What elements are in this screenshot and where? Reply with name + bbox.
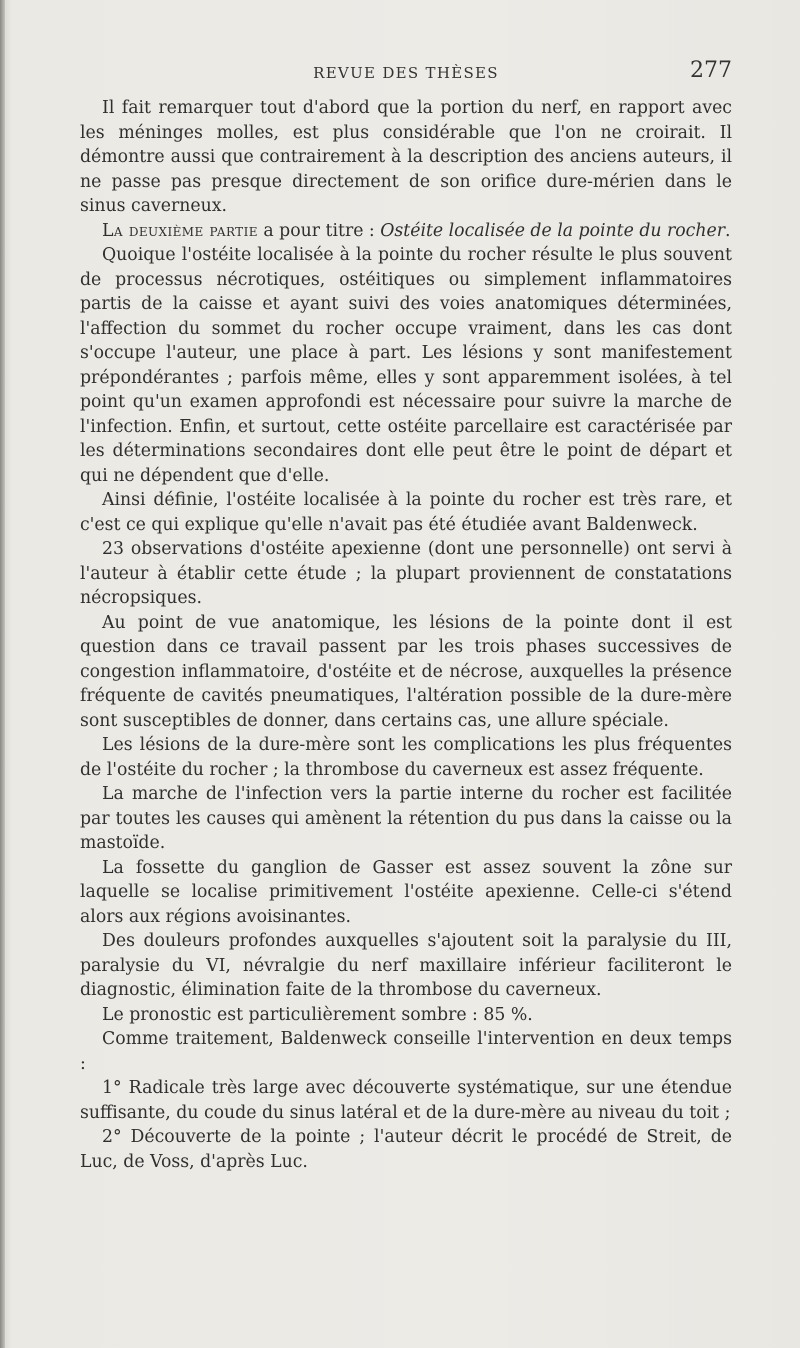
section-title: Ostéite localisée de la pointe du rocher: [380, 220, 725, 241]
paragraph: La marche de l'infection vers la partie interne du rocher est facilitée par toutes les causes qui amènent la rétention du pus dans la caisse ou la mastoïde.: [80, 784, 732, 853]
paragraph: Les lésions de la dure-mère sont les complications les plus fréquentes de l'ostéite du rocher ; la thrombose du caverneux est assez fréquente.: [80, 735, 732, 780]
paragraph: [80, 219, 732, 244]
paragraph: Des douleurs profondes auxquelles s'ajoutent soit la paralysie du III, paralysie du VI, névralgie du nerf maxillaire inférieur faciliteront le diagnostic, élimination faite de la thrombose du caverneux.: [80, 931, 732, 1000]
section-lead: La deuxième partie: [102, 220, 258, 241]
paragraph: Il fait remarquer tout d'abord que la portion du nerf, en rapport avec les méninges molles, est plus considérable que l'on ne croirait. Il démontre aussi que contrairement à la description des anciens auteurs, il ne passe pas presque directement de son orifice dure-mérien dans le sinus caverneux.: [80, 98, 732, 216]
page-binding-edge: [0, 0, 5, 1348]
paragraph-text: .: [724, 220, 731, 241]
paragraph: Au point de vue anatomique, les lésions de la pointe dont il est question dans ce travail passent par les trois phases successives de congestion inflammatoire, d'ostéite et de nécrose, auxquelles la présence fréquente de cavités pneumatiques, l'altération possible de la dure-mère sont susceptibles de donner, dans certains cas, une allure spéciale.: [80, 612, 732, 731]
page-number: 277: [690, 58, 732, 83]
paragraph: Ainsi définie, l'ostéite localisée à la pointe du rocher est très rare, et c'est ce qui explique qu'elle n'avait pas été étudiée avant Baldenweck.: [80, 490, 732, 535]
paragraph: Quoique l'ostéite localisée à la pointe du rocher résulte le plus souvent de processus nécrotiques, ostéitiques ou simplement inflammatoires partis de la caisse et ayant suivi des voies anatomiques déterminées, l'affection du sommet du rocher occupe vraiment, dans les cas dont s'occupe l'auteur, une place à part. Les lésions y sont manifestement prépondérantes ; parfois même, elles y sont apparemment isolées, à tel point qu'un examen approfondi est nécessaire pour suivre la marche de l'infection. Enfin, et surtout, cette ostéite parcellaire est caractérisée par les déterminations secondaires dont elle peut être le point de départ et qui ne dépendent que d'elle.: [80, 245, 732, 486]
paragraph: 1° Radicale très large avec découverte systématique, sur une étendue suffisante, du coude du sinus latéral et de la dure-mère au niveau du toit ;: [80, 1078, 732, 1123]
paragraph: Le pronostic est particulièrement sombre : 85 %.: [102, 1004, 533, 1025]
paragraph-text: a pour titre :: [257, 220, 381, 241]
body-text: [80, 96, 732, 1174]
paragraph: Comme traitement, Baldenweck conseille l'intervention en deux temps :: [80, 1029, 732, 1074]
paragraph: La fossette du ganglion de Gasser est assez souvent la zône sur laquelle se localise primitivement l'ostéite apexienne. Celle-ci s'étend alors aux régions avoisinantes.: [80, 857, 732, 927]
paragraph: 2° Découverte de la pointe ; l'auteur décrit le procédé de Streit, de Luc, de Voss, d'après Luc.: [80, 1127, 732, 1172]
page-header: [80, 58, 732, 88]
paragraph: 23 observations d'ostéite apexienne (dont une personnelle) ont servi à l'auteur à établir cette étude ; la plupart proviennent de constatations nécropsiques.: [80, 539, 732, 608]
running-title: REVUE DES THÈSES: [313, 64, 499, 82]
